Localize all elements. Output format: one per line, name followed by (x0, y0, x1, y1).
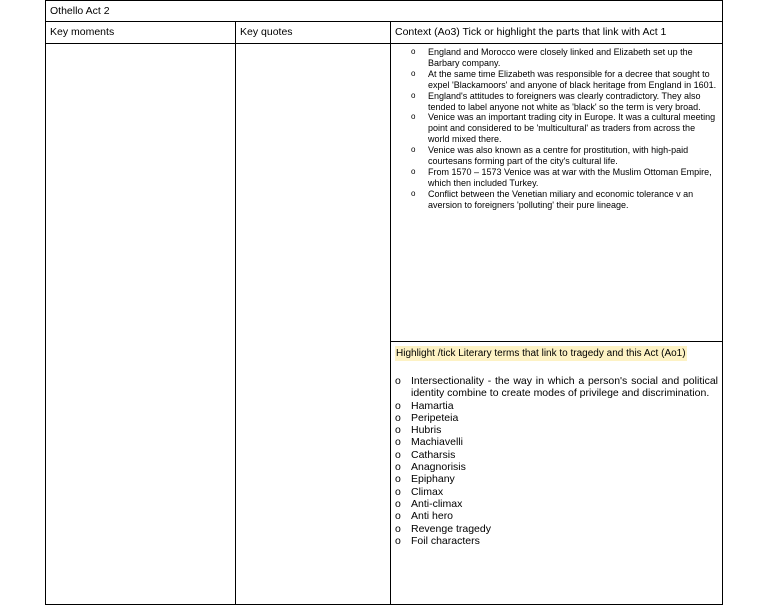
literary-term: o Hubris (395, 424, 718, 436)
literary-terms-list (395, 375, 718, 547)
context-point: o England's attitudes to foreigners was clearly contradictory. They also tended to label anyone not white as 'black' so the term is very broad. (411, 91, 718, 113)
header-context: Context (Ao3) Tick or highlight the parts that link with Act 1 (391, 22, 723, 44)
header-key-quotes: Key quotes (236, 22, 391, 44)
worksheet (45, 0, 722, 547)
key-moments-cell[interactable] (46, 44, 236, 605)
context-list (411, 47, 718, 211)
context-point: o From 1570 – 1573 Venice was at war with the Muslim Ottoman Empire, which then included Turkey. (411, 167, 718, 189)
literary-term: o Hamartia (395, 400, 718, 412)
literary-term: o Intersectionality - the way in which a person's social and political identity combine to create modes of privilege and discrimination. (395, 375, 718, 400)
context-point: o Conflict between the Venetian miliary and economic tolerance v an aversion to foreigners 'polluting' their pure lineage. (411, 189, 718, 211)
literary-term: o Epiphany (395, 473, 718, 485)
key-quotes-cell[interactable] (236, 44, 391, 605)
context-point: o At the same time Elizabeth was responsible for a decree that sought to expel 'Blackamoors' and anyone of black heritage from England in 1601. (411, 69, 718, 91)
literary-term: o Climax (395, 486, 718, 498)
literary-term: o Anagnorisis (395, 461, 718, 473)
literary-terms-heading: Highlight /tick Literary terms that link to tragedy and this Act (Ao1) (396, 348, 686, 359)
literary-term: o Machiavelli (395, 436, 718, 448)
literary-term: o Anti hero (395, 510, 718, 522)
context-column (391, 44, 723, 605)
context-point: o England and Morocco were closely linked and Elizabeth set up the Barbary company. (411, 47, 718, 69)
document-title: Othello Act 2 (46, 1, 723, 22)
worksheet-table (45, 0, 723, 605)
header-key-moments: Key moments (46, 22, 236, 44)
context-point: o Venice was an important trading city in Europe. It was a cultural meeting point and considered to be 'multicultural' as traders from across the world mixed there. (411, 112, 718, 145)
context-section (391, 44, 722, 342)
context-point: o Venice was also known as a centre for prostitution, with high-paid courtesans forming part of the city's cultural life. (411, 145, 718, 167)
literary-term: o Catharsis (395, 449, 718, 461)
literary-term: o Anti-climax (395, 498, 718, 510)
literary-term: o Foil characters (395, 535, 718, 547)
literary-terms-section (391, 342, 722, 547)
literary-term: o Peripeteia (395, 412, 718, 424)
literary-term: o Revenge tragedy (395, 523, 718, 535)
